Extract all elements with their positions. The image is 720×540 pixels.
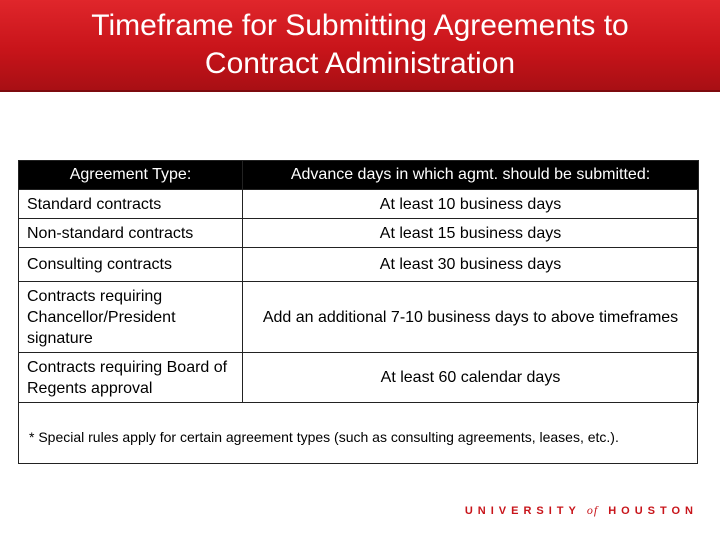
agreement-timeframe-table bbox=[18, 160, 699, 403]
logo-university-text: UNIVERSITY bbox=[464, 505, 581, 517]
university-of-houston-logo bbox=[465, 503, 698, 518]
agreement-type-cell: Consulting contracts bbox=[19, 248, 243, 282]
header-advance-days: Advance days in which agmt. should be submitted: bbox=[243, 161, 699, 190]
table-row bbox=[19, 353, 699, 403]
title-bar bbox=[0, 0, 720, 92]
header-agreement-type: Agreement Type: bbox=[19, 161, 243, 190]
advance-days-cell: At least 30 business days bbox=[243, 248, 699, 282]
logo-of-text: of bbox=[586, 503, 599, 517]
table-header-row bbox=[19, 161, 699, 190]
footnote: * Special rules apply for certain agreement types (such as consulting agreements, leases, etc.). bbox=[29, 429, 619, 445]
agreement-table-container bbox=[18, 160, 698, 464]
advance-days-cell: At least 10 business days bbox=[243, 190, 699, 219]
logo-houston-text: HOUSTON bbox=[608, 505, 698, 517]
agreement-type-cell: Contracts requiring Chancellor/President signature bbox=[19, 282, 243, 353]
table-row bbox=[19, 248, 699, 282]
agreement-type-cell: Non-standard contracts bbox=[19, 219, 243, 248]
advance-days-cell: At least 15 business days bbox=[243, 219, 699, 248]
table-row bbox=[19, 190, 699, 219]
agreement-type-cell: Contracts requiring Board of Regents approval bbox=[19, 353, 243, 403]
advance-days-cell: Add an additional 7-10 business days to above timeframes bbox=[243, 282, 699, 353]
table-row bbox=[19, 219, 699, 248]
slide-title: Timeframe for Submitting Agreements to Contract Administration bbox=[91, 9, 629, 80]
agreement-type-cell: Standard contracts bbox=[19, 190, 243, 219]
advance-days-cell: At least 60 calendar days bbox=[243, 353, 699, 403]
table-row bbox=[19, 282, 699, 353]
